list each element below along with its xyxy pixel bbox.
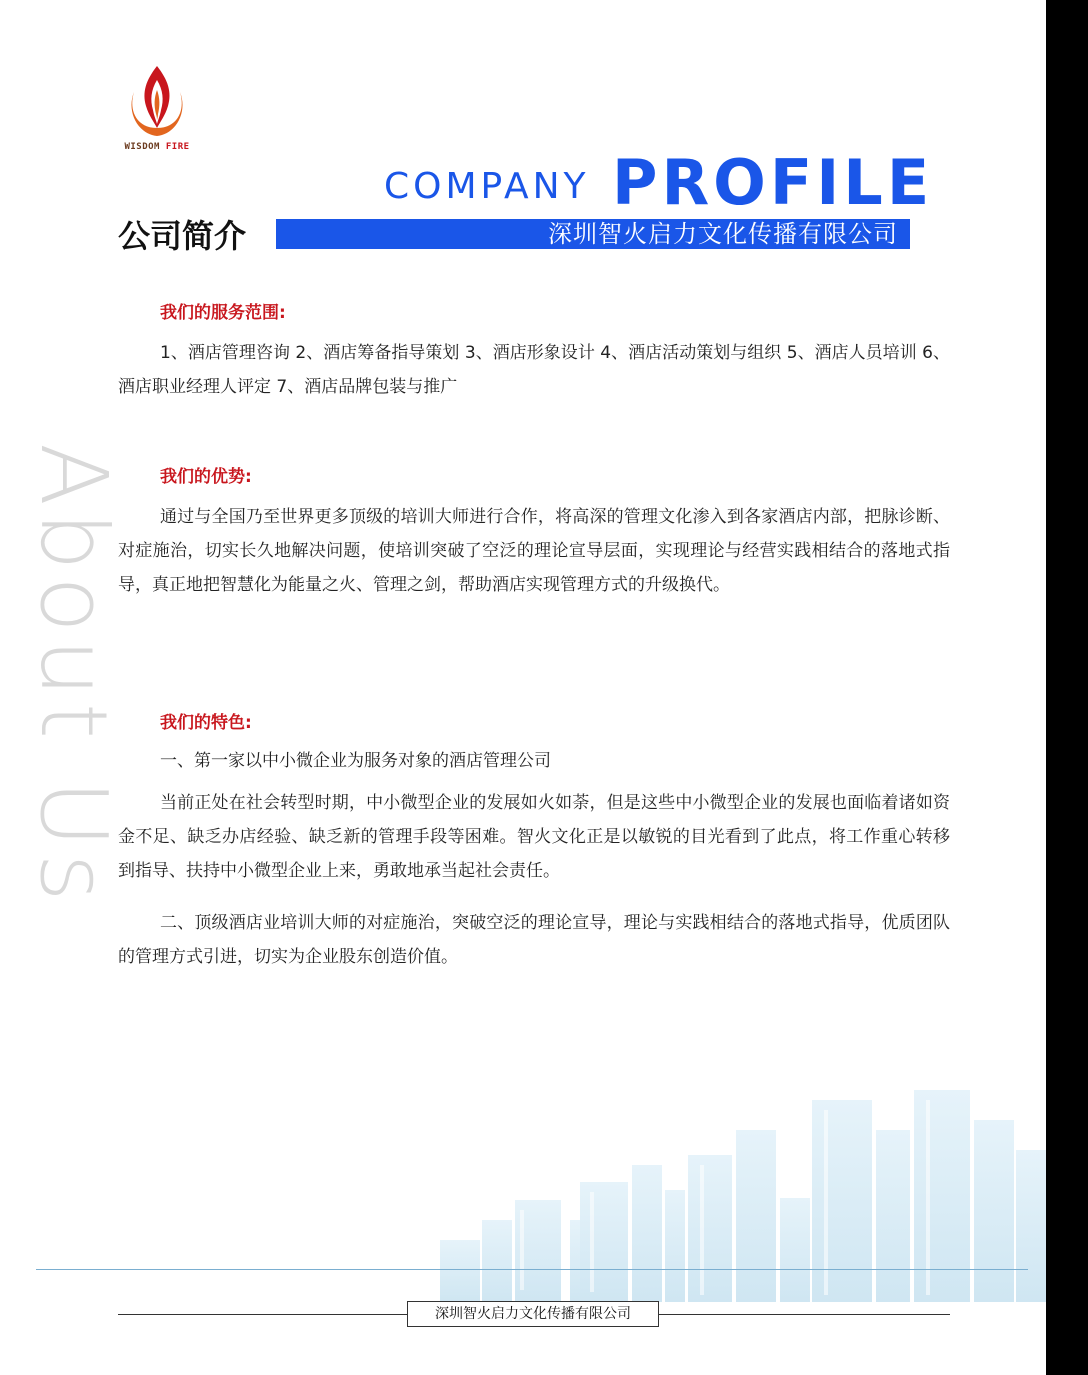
services-text: 1、酒店管理咨询 2、酒店筹备指导策划 3、酒店形象设计 4、酒店活动策划与组织 5、酒店人员培训 6、酒店职业经理人评定 7、酒店品牌包装与推广: [118, 343, 950, 397]
company-name-band: [276, 219, 910, 249]
features-paragraph-2: 当前正处在社会转型时期，中小微型企业的发展如火如荼，但是这些中小微型企业的发展也面临着诸如资金不足、缺乏办店经验、缺乏新的管理手段等困难。智火文化正是以敏锐的目光看到了此点，将工作重心转移到指导、扶持中小微型企业上来，勇敢地承当起社会责任。: [118, 793, 950, 881]
advantages-heading: 我们的优势:: [160, 467, 252, 487]
features-paragraph-1: 一、第一家以中小微企业为服务对象的酒店管理公司: [160, 751, 551, 771]
logo-word-fire: FIRE: [165, 142, 190, 152]
services-heading: 我们的服务范围:: [160, 303, 286, 323]
company-logo: [116, 62, 198, 158]
flame-logo-icon: [116, 62, 198, 142]
advantages-text: 通过与全国乃至世界更多顶级的培训大师进行合作，将高深的管理文化渗入到各家酒店内部，把脉诊断、对症施治，切实长久地解决问题，使培训突破了空泛的理论宣导层面，实现理论与经营实践相结合的落地式指导，真正地把智慧化为能量之火、管理之剑，帮助酒店实现管理方式的升级换代。: [118, 507, 950, 595]
horizon-line: [36, 1269, 1028, 1270]
heading-profile: PROFILE: [612, 146, 934, 219]
footer-company-name: 深圳智火启力文化传播有限公司: [407, 1301, 659, 1327]
about-us-watermark: About Us: [20, 443, 127, 908]
heading-company: COMPANY: [384, 166, 590, 207]
section-title: 公司简介: [118, 217, 247, 255]
logo-wordmark: [116, 142, 198, 152]
features-heading: 我们的特色:: [160, 713, 252, 733]
logo-word-wisdom: WISDOM: [124, 142, 160, 152]
features-paragraph-3: 二、顶级酒店业培训大师的对症施治，突破空泛的理论宣导，理论与实践相结合的落地式指导，优质团队的管理方式引进，切实为企业股东创造价值。: [118, 913, 950, 967]
company-name-band-text: 深圳智火启力文化传播有限公司: [548, 220, 898, 248]
city-skyline-graphic: [420, 1070, 1046, 1302]
page-edge-bar: [1046, 0, 1088, 1375]
